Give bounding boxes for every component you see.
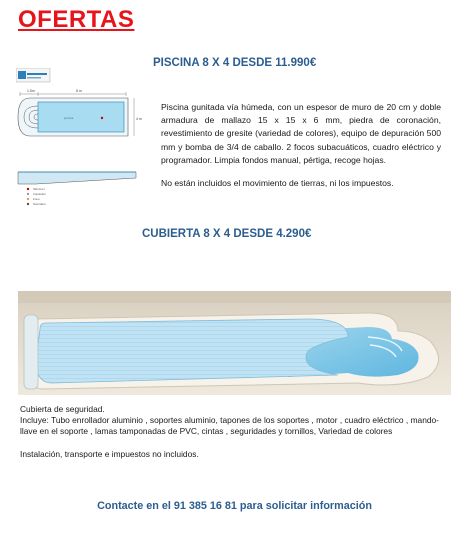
cover-includes: Incluye: Tubo enrollador aluminio , soportes aluminio, tapones de los soportes , motor , cuadro eléctrico , mando-llave en el soporte , lamas tamponadas de PVC, cintas , seguridades y tornillos, Variedad de colores xyxy=(20,415,439,436)
svg-text:Sumidero: Sumidero xyxy=(33,202,46,206)
svg-text:4 m: 4 m xyxy=(136,117,142,121)
cover-heading: CUBIERTA 8 X 4 DESDE 4.290€ xyxy=(142,228,312,240)
pool-heading: PISCINA 8 X 4 DESDE 11.990€ xyxy=(153,57,317,69)
page-title: OFERTAS xyxy=(18,6,135,33)
cover-exclusions: Instalación, transporte e impuestos no incluidos. xyxy=(20,449,199,459)
svg-text:Impulsión: Impulsión xyxy=(33,192,46,196)
svg-text:piscina: piscina xyxy=(64,116,74,120)
pool-exclusions-note: No están incluidos el movimiento de tierras, ni los impuestos. xyxy=(161,178,394,188)
svg-text:8 m: 8 m xyxy=(76,89,82,93)
pool-plan-drawing xyxy=(16,68,146,208)
contact-line: Contacte en el 91 385 16 81 para solicitar información xyxy=(97,500,372,512)
cover-type: Cubierta de seguridad. xyxy=(20,404,105,414)
svg-text:Skimmer: Skimmer xyxy=(33,187,45,191)
svg-text:1.5m: 1.5m xyxy=(27,89,35,93)
pool-description: Piscina gunitada vía húmeda, con un espesor de muro de 20 cm y doble armadura de mallazo 15 x 15 x 6 mm, piedra de coronación, revestimiento de gresite (variedad de colores), equipo de depuración 500 mm y bomba de 3/4 de caballo. 2 focos subacuáticos, cuadro eléctrico y programador. Limpia fondos manual, pértiga, recoge hojas. xyxy=(161,102,441,165)
pool-cover-photo xyxy=(18,291,451,395)
svg-text:Foco: Foco xyxy=(33,197,40,201)
company-logo xyxy=(16,68,50,82)
